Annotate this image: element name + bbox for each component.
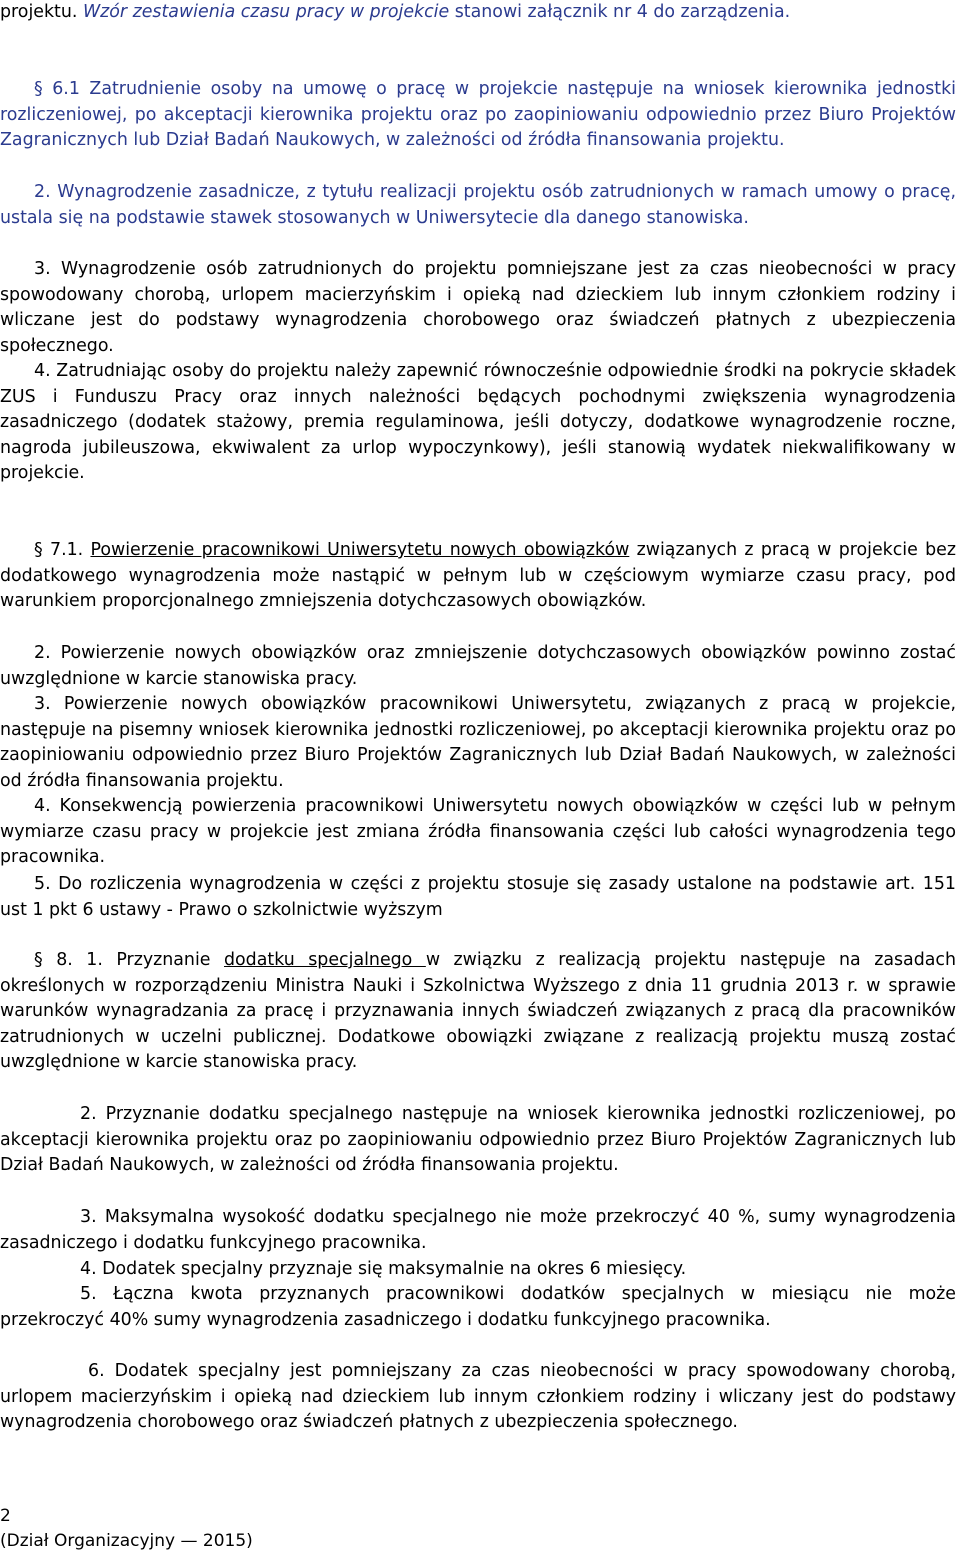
- paragraph-8-5: 5. Łączna kwota przyznanych pracownikowi dodatków specjalnych w miesiącu nie może przekroczyć 40% sumy wynagrodzenia zasadniczego i dodatku funkcyjnego pracownika.: [0, 1284, 956, 1330]
- paragraph-7-3: 3. Powierzenie nowych obowiązków pracownikowi Uniwersytetu, związanych z pracą w projekcie, następuje na pisemny wniosek kierownika jednostki rozliczeniowej, po akceptacji kierownika projektu oraz po zaopiniowaniu odpowiednio przez Biuro Projektów Zagranicznych lub Dział Badań Naukowych, w zależności od źródła finansowania projektu.: [0, 694, 956, 791]
- paragraph-8-1-rest: w związku z realizacją projektu następuje na zasadach określonych w rozporządzeniu Ministra Nauki i Szkolnictwa Wyższego z dnia 11 grudnia 2013 r. w sprawie warunków wynagradzania za pracę i przyznawania innych świadczeń związanych z pracą dla pracowników zatrudnionych w uczelni publicznej. Dodatkowe obowiązki związane z realizacją projektu muszą zostać uwzględnione w karcie stanowiska pracy.: [0, 950, 956, 1073]
- paragraph-8-4: 4. Dodatek specjalny przyznaje się maksymalnie na okres 6 miesięcy.: [80, 1259, 687, 1279]
- paragraph-8-2: 2. Przyznanie dodatku specjalnego następuje na wniosek kierownika jednostki rozliczeniowej, po akceptacji kierownika projektu oraz po zaopiniowaniu odpowiednio przez Biuro Projektów Zagranicznych lub Dział Badań Naukowych, w zależności od źródła finansowania projektu.: [0, 1104, 956, 1176]
- paragraph-7-5: 5. Do rozliczenia wynagrodzenia w części z projektu stosuje się zasady ustalone na podstawie art. 151 ust 1 pkt 6 ustawy - Prawo o szkolnictwie wyższym: [0, 874, 956, 920]
- section-number: 6.: [52, 79, 69, 99]
- intro-text-c: stanowi załącznik nr 4 do zarządzenia.: [449, 2, 791, 22]
- paragraph-6-1-text: 1 Zatrudnienie osoby na umowę o pracę w projekcie następuje na wniosek kierownika jednostki rozliczeniowej, po akceptacji kierownika projektu oraz po zaopiniowaniu odpowiednio przez Biuro Projektów Zagranicznych lub Dział Badań Naukowych, w zależności od źródła finansowania projektu.: [0, 79, 957, 151]
- paragraph-7-2: 2. Powierzenie nowych obowiązków oraz zmniejszenie dotychczasowych obowiązków powinno zostać uwzględnione w karcie stanowiska pracy.: [0, 643, 956, 689]
- section-sign: §: [34, 950, 57, 970]
- paragraph-intro: [0, 0, 956, 26]
- paragraph-7-1-underlined: Powierzenie pracownikowi Uniwersytetu nowych obowiązków: [90, 540, 630, 560]
- intro-text-a: projektu.: [0, 2, 78, 22]
- paragraph-8-1: [0, 948, 956, 1076]
- section-number: 7.1.: [50, 540, 91, 560]
- paragraph-8-6: 6. Dodatek specjalny jest pomniejszany za czas nieobecności w pracy spowodowany chorobą, urlopem macierzyńskim i opieką nad dzieckiem lub innym członkiem rodziny i wliczany jest do podstawy wynagrodzenia chorobowego oraz świadczeń płatnych z ubezpieczenia społecznego.: [0, 1361, 956, 1433]
- section-number: 8. 1. Przyznanie: [56, 950, 224, 970]
- section-sign: §: [34, 79, 53, 99]
- paragraph-7-1-rest: związanych z pracą w projekcie bez dodatkowego wynagrodzenia może nastąpić w pełnym lub w częściowym wymiarze czasu pracy, pod warunkiem proporcjonalnego zmniejszenia dotychczasowych obowiązków.: [0, 540, 956, 612]
- paragraph-6-1: [0, 77, 956, 154]
- section-sign: §: [34, 540, 50, 560]
- paragraph-6-2: 2. Wynagrodzenie zasadnicze, z tytułu realizacji projektu osób zatrudnionych w ramach umowy o pracę, ustala się na podstawie stawek stosowanych w Uniwersytecie dla danego stanowiska.: [0, 182, 956, 228]
- paragraph-6-3: 3. Wynagrodzenie osób zatrudnionych do projektu pomniejszane jest za czas nieobecności w pracy spowodowany chorobą, urlopem macierzyńskim i opieką nad dzieckiem lub innym członkiem rodziny i wliczane jest do podstawy wynagrodzenia chorobowego oraz świadczeń płatnych z ubezpieczenia społecznego.: [0, 259, 956, 356]
- paragraph-7-4: 4. Konsekwencją powierzenia pracownikowi Uniwersytetu nowych obowiązków w części lub w pełnym wymiarze czasu pracy w projekcie jest zmiana źródła finansowania części lub całości wynagrodzenia tego pracownika.: [0, 796, 956, 868]
- paragraph-6-4: 4. Zatrudniając osoby do projektu należy zapewnić równocześnie odpowiednie środki na pokrycie składek ZUS i Funduszu Pracy oraz innych należności będących pochodnymi zwiększenia wynagrodzenia zasadniczego (dodatek stażowy, premia regulaminowa, jeśli dotyczy, dodatkowe wynagrodzenie roczne, nagroda jubileuszowa, ekwiwalent za urlop wypoczynkowy), jeśli stanowią wydatek niekwalifikowany w projekcie.: [0, 361, 956, 484]
- footer-text: (Dział Organizacyjny — 2015): [0, 1531, 253, 1551]
- paragraph-8-3: 3. Maksymalna wysokość dodatku specjalnego nie może przekroczyć 40 %, sumy wynagrodzenia zasadniczego i dodatku funkcyjnego pracownika.: [0, 1207, 956, 1253]
- paragraph-8-1-underlined: dodatku specjalnego: [224, 950, 426, 970]
- page-number: 2: [0, 1506, 11, 1526]
- paragraph-7-1: [0, 538, 956, 615]
- intro-text-italic: Wzór zestawienia czasu pracy w projekcie: [77, 2, 450, 22]
